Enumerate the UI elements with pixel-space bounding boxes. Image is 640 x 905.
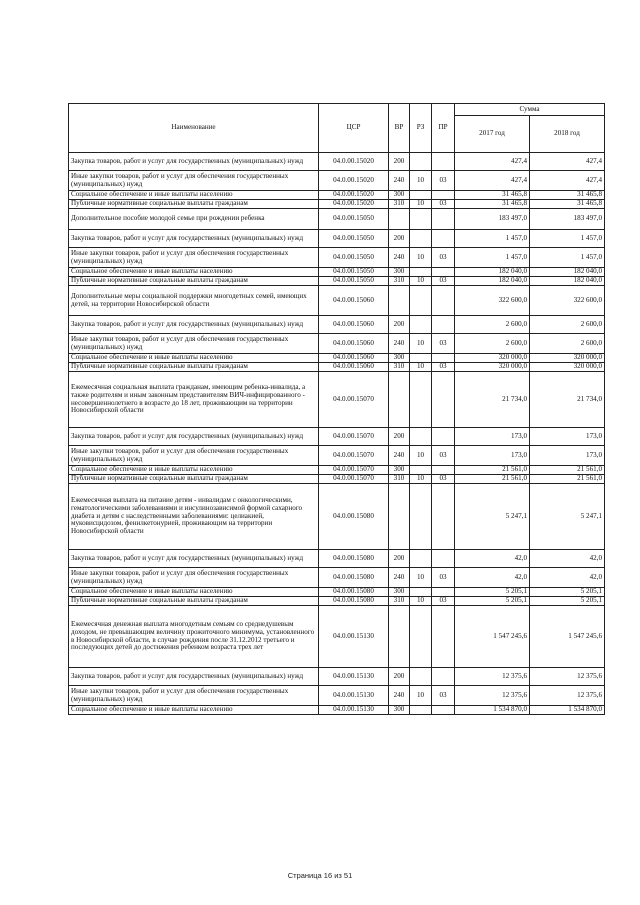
row-sum-2018: 1 547 245,6: [530, 606, 605, 668]
row-name: Дополнительные меры социальной поддержки многодетных семей, имеющих детей, на территории Новосибирской области: [69, 286, 319, 316]
row-sum-2017: 5 205,1: [455, 597, 530, 606]
row-name: Иные закупки товаров, работ и услуг для обеспечения государственных (муниципальных) нужд: [69, 334, 319, 354]
row-pr: [432, 668, 455, 686]
header-pr: ПР: [432, 104, 455, 153]
row-sum-2017: 21 561,0: [455, 466, 530, 475]
row-sum-2018: 1 457,0: [530, 230, 605, 248]
row-pr: [432, 191, 455, 200]
row-code: 04.0.00.15070: [319, 466, 389, 475]
header-vr: ВР: [389, 104, 410, 153]
row-vr: [389, 372, 410, 428]
table-row: [69, 550, 605, 568]
table-row: [69, 209, 605, 230]
row-sum-2018: 427,4: [530, 171, 605, 191]
row-vr: [389, 484, 410, 550]
row-pr: [432, 428, 455, 446]
row-vr: 240: [389, 686, 410, 706]
row-code: 04.0.00.15080: [319, 550, 389, 568]
table-row: [69, 568, 605, 588]
row-sum-2017: 12 375,6: [455, 668, 530, 686]
row-rz: [410, 668, 432, 686]
row-vr: 240: [389, 171, 410, 191]
row-sum-2018: 5 205,1: [530, 588, 605, 597]
row-sum-2017: 1 457,0: [455, 248, 530, 268]
row-name: Закупка товаров, работ и услуг для государственных (муниципальных) нужд: [69, 153, 319, 171]
row-rz: 10: [410, 597, 432, 606]
header-name: Наименование: [69, 104, 319, 153]
table-row: [69, 200, 605, 209]
row-rz: 10: [410, 200, 432, 209]
table-row: [69, 316, 605, 334]
table-row: [69, 588, 605, 597]
row-name: Дополнительное пособие молодой семье при рождении ребенка: [69, 209, 319, 230]
row-rz: [410, 428, 432, 446]
row-code: 04.0.00.15130: [319, 606, 389, 668]
row-vr: 300: [389, 268, 410, 277]
row-sum-2017: 42,0: [455, 568, 530, 588]
row-code: 04.0.00.15080: [319, 568, 389, 588]
row-vr: 310: [389, 277, 410, 286]
header-csr: ЦСР: [319, 104, 389, 153]
row-pr: [432, 466, 455, 475]
row-vr: [389, 606, 410, 668]
row-pr: [432, 354, 455, 363]
row-name: Ежемесячная денежная выплата многодетным семьям со среднедушевым доходом, не превышающим величину прожиточного минимума, установленного в Новосибирской области, в случае рождения после 31.12.2012 третьего и последующих детей до достижения ребенком возраста трех лет: [69, 606, 319, 668]
row-rz: [410, 706, 432, 715]
row-rz: 10: [410, 363, 432, 372]
page-number: Страница 16 из 51: [287, 871, 353, 880]
row-code: 04.0.00.15060: [319, 363, 389, 372]
row-code: 04.0.00.15050: [319, 230, 389, 248]
row-code: 04.0.00.15020: [319, 191, 389, 200]
row-sum-2018: 427,4: [530, 153, 605, 171]
header-sum: Сумма: [455, 104, 605, 116]
row-code: 04.0.00.15060: [319, 334, 389, 354]
row-pr: 03: [432, 597, 455, 606]
row-name: Иные закупки товаров, работ и услуг для обеспечения государственных (муниципальных) нужд: [69, 568, 319, 588]
row-sum-2017: 31 465,8: [455, 200, 530, 209]
row-code: 04.0.00.15020: [319, 153, 389, 171]
row-name: Закупка товаров, работ и услуг для государственных (муниципальных) нужд: [69, 428, 319, 446]
row-pr: 03: [432, 248, 455, 268]
header-year-2018: 2018 год: [530, 116, 605, 153]
row-name: Социальное обеспечение и иные выплаты населению: [69, 268, 319, 277]
table-row: [69, 191, 605, 200]
table-row: [69, 597, 605, 606]
row-sum-2017: 182 040,0: [455, 277, 530, 286]
row-sum-2017: 322 600,0: [455, 286, 530, 316]
row-name: Иные закупки товаров, работ и услуг для обеспечения государственных (муниципальных) нужд: [69, 446, 319, 466]
row-sum-2018: 320 000,0: [530, 363, 605, 372]
table-header: [69, 104, 605, 153]
row-code: 04.0.00.15080: [319, 588, 389, 597]
row-code: 04.0.00.15050: [319, 277, 389, 286]
table-row: [69, 484, 605, 550]
table-body: [69, 153, 605, 715]
row-pr: [432, 550, 455, 568]
row-sum-2018: 173,0: [530, 428, 605, 446]
row-sum-2017: 320 000,0: [455, 354, 530, 363]
row-sum-2017: 183 497,0: [455, 209, 530, 230]
row-pr: [432, 316, 455, 334]
row-code: 04.0.00.15020: [319, 200, 389, 209]
row-code: 04.0.00.15060: [319, 354, 389, 363]
row-vr: 200: [389, 668, 410, 686]
row-pr: 03: [432, 200, 455, 209]
row-rz: [410, 316, 432, 334]
table-row: [69, 372, 605, 428]
row-vr: 300: [389, 466, 410, 475]
row-sum-2017: 2 600,0: [455, 334, 530, 354]
row-rz: [410, 354, 432, 363]
row-rz: [410, 230, 432, 248]
row-name: Ежемесячная социальная выплата гражданам, имеющим ребенка-инвалида, а также родителям и иным законным представителям ВИЧ-инфицированного - несовершеннолетнего в возрасте до 18 лет, проживающим на территории Новосибирской области: [69, 372, 319, 428]
row-code: 04.0.00.15050: [319, 268, 389, 277]
row-pr: 03: [432, 334, 455, 354]
row-code: 04.0.00.15050: [319, 209, 389, 230]
row-sum-2018: 1 457,0: [530, 248, 605, 268]
row-sum-2017: 182 040,0: [455, 268, 530, 277]
row-sum-2017: 427,4: [455, 153, 530, 171]
row-sum-2018: 2 600,0: [530, 334, 605, 354]
row-sum-2018: 31 465,8: [530, 200, 605, 209]
row-sum-2017: 21 561,0: [455, 475, 530, 484]
table-row: [69, 668, 605, 686]
row-pr: [432, 588, 455, 597]
row-name: Публичные нормативные социальные выплаты гражданам: [69, 200, 319, 209]
header-rz: РЗ: [410, 104, 432, 153]
row-sum-2017: 42,0: [455, 550, 530, 568]
row-sum-2018: 5 247,1: [530, 484, 605, 550]
row-vr: 310: [389, 475, 410, 484]
row-vr: 300: [389, 588, 410, 597]
row-rz: 10: [410, 277, 432, 286]
row-code: 04.0.00.15080: [319, 597, 389, 606]
row-rz: [410, 606, 432, 668]
row-sum-2018: 173,0: [530, 446, 605, 466]
row-pr: [432, 230, 455, 248]
row-vr: 310: [389, 597, 410, 606]
row-name: Социальное обеспечение и иные выплаты населению: [69, 354, 319, 363]
row-sum-2017: 31 465,8: [455, 191, 530, 200]
row-code: 04.0.00.15060: [319, 286, 389, 316]
row-vr: 240: [389, 248, 410, 268]
row-code: 04.0.00.15080: [319, 484, 389, 550]
row-sum-2018: 12 375,6: [530, 686, 605, 706]
row-name: Закупка товаров, работ и услуг для государственных (муниципальных) нужд: [69, 550, 319, 568]
row-sum-2018: 21 561,0: [530, 466, 605, 475]
table-row: [69, 230, 605, 248]
table-row: [69, 268, 605, 277]
row-vr: 200: [389, 153, 410, 171]
table-row: [69, 475, 605, 484]
row-pr: [432, 372, 455, 428]
row-vr: 240: [389, 446, 410, 466]
row-vr: 200: [389, 316, 410, 334]
table-row: [69, 153, 605, 171]
row-pr: 03: [432, 475, 455, 484]
row-vr: 240: [389, 334, 410, 354]
row-vr: 310: [389, 200, 410, 209]
row-code: 04.0.00.15070: [319, 475, 389, 484]
row-name: Иные закупки товаров, работ и услуг для обеспечения государственных (муниципальных) нужд: [69, 248, 319, 268]
row-sum-2017: 21 734,0: [455, 372, 530, 428]
row-pr: [432, 706, 455, 715]
row-pr: [432, 606, 455, 668]
table-row: [69, 171, 605, 191]
row-vr: 200: [389, 428, 410, 446]
row-code: 04.0.00.15070: [319, 446, 389, 466]
table-row: [69, 706, 605, 715]
row-code: 04.0.00.15130: [319, 668, 389, 686]
row-sum-2017: 1 547 245,6: [455, 606, 530, 668]
row-vr: 240: [389, 568, 410, 588]
row-rz: [410, 466, 432, 475]
table-row: [69, 334, 605, 354]
row-sum-2018: 182 040,0: [530, 277, 605, 286]
row-sum-2018: 183 497,0: [530, 209, 605, 230]
row-vr: 200: [389, 550, 410, 568]
row-sum-2018: 21 561,0: [530, 475, 605, 484]
row-name: Закупка товаров, работ и услуг для государственных (муниципальных) нужд: [69, 316, 319, 334]
row-sum-2018: 42,0: [530, 550, 605, 568]
table-row: [69, 686, 605, 706]
row-rz: [410, 268, 432, 277]
row-code: 04.0.00.15020: [319, 171, 389, 191]
row-code: 04.0.00.15130: [319, 686, 389, 706]
row-rz: 10: [410, 475, 432, 484]
row-pr: [432, 286, 455, 316]
row-name: Иные закупки товаров, работ и услуг для обеспечения государственных (муниципальных) нужд: [69, 686, 319, 706]
table-row: [69, 354, 605, 363]
row-sum-2018: 12 375,6: [530, 668, 605, 686]
table-row: [69, 606, 605, 668]
row-name: Публичные нормативные социальные выплаты гражданам: [69, 277, 319, 286]
row-sum-2018: 320 000,0: [530, 354, 605, 363]
row-pr: [432, 484, 455, 550]
row-name: Публичные нормативные социальные выплаты гражданам: [69, 363, 319, 372]
row-code: 04.0.00.15070: [319, 428, 389, 446]
row-name: Публичные нормативные социальные выплаты гражданам: [69, 475, 319, 484]
row-rz: 10: [410, 171, 432, 191]
row-name: Социальное обеспечение и иные выплаты населению: [69, 191, 319, 200]
row-sum-2017: 2 600,0: [455, 316, 530, 334]
row-sum-2018: 42,0: [530, 568, 605, 588]
row-vr: 300: [389, 706, 410, 715]
row-name: Социальное обеспечение и иные выплаты населению: [69, 706, 319, 715]
row-rz: 10: [410, 686, 432, 706]
row-pr: 03: [432, 363, 455, 372]
row-name: Публичные нормативные социальные выплаты гражданам: [69, 597, 319, 606]
row-vr: 300: [389, 354, 410, 363]
row-vr: [389, 286, 410, 316]
row-vr: 200: [389, 230, 410, 248]
row-pr: [432, 268, 455, 277]
row-code: 04.0.00.15130: [319, 706, 389, 715]
row-rz: [410, 588, 432, 597]
row-pr: 03: [432, 568, 455, 588]
row-sum-2017: 5 205,1: [455, 588, 530, 597]
row-vr: 300: [389, 191, 410, 200]
row-sum-2017: 12 375,6: [455, 686, 530, 706]
row-sum-2017: 320 000,0: [455, 363, 530, 372]
table-row: [69, 248, 605, 268]
row-sum-2018: 31 465,8: [530, 191, 605, 200]
row-vr: 310: [389, 363, 410, 372]
row-sum-2018: 322 600,0: [530, 286, 605, 316]
row-name: Социальное обеспечение и иные выплаты населению: [69, 466, 319, 475]
row-pr: 03: [432, 277, 455, 286]
row-sum-2018: 21 734,0: [530, 372, 605, 428]
row-rz: [410, 484, 432, 550]
table-row: [69, 428, 605, 446]
row-vr: [389, 209, 410, 230]
row-code: 04.0.00.15070: [319, 372, 389, 428]
table-row: [69, 466, 605, 475]
row-rz: [410, 550, 432, 568]
row-rz: [410, 153, 432, 171]
row-rz: 10: [410, 334, 432, 354]
row-sum-2017: 5 247,1: [455, 484, 530, 550]
row-sum-2018: 182 040,0: [530, 268, 605, 277]
row-rz: [410, 372, 432, 428]
row-sum-2017: 1 457,0: [455, 230, 530, 248]
row-pr: [432, 209, 455, 230]
row-rz: 10: [410, 446, 432, 466]
row-rz: [410, 191, 432, 200]
row-sum-2017: 427,4: [455, 171, 530, 191]
header-year-2017: 2017 год: [455, 116, 530, 153]
row-rz: [410, 286, 432, 316]
row-code: 04.0.00.15050: [319, 248, 389, 268]
row-sum-2018: 2 600,0: [530, 316, 605, 334]
row-name: Закупка товаров, работ и услуг для государственных (муниципальных) нужд: [69, 668, 319, 686]
row-pr: 03: [432, 446, 455, 466]
row-rz: 10: [410, 248, 432, 268]
row-pr: 03: [432, 686, 455, 706]
table-row: [69, 277, 605, 286]
row-name: Иные закупки товаров, работ и услуг для обеспечения государственных (муниципальных) нужд: [69, 171, 319, 191]
row-sum-2017: 173,0: [455, 428, 530, 446]
row-name: Закупка товаров, работ и услуг для государственных (муниципальных) нужд: [69, 230, 319, 248]
row-pr: [432, 153, 455, 171]
row-name: Ежемесячная выплата на питание детям - инвалидам с онкологическими, гематологическими заболеваниями и инсулинозависимой формой сахарного диабета и детям с наследственными заболеваниями: целиакией, муковисцидозом, фенилкетонурией, проживающим на территории Новосибирской области: [69, 484, 319, 550]
table-row: [69, 363, 605, 372]
row-sum-2017: 1 534 870,0: [455, 706, 530, 715]
row-sum-2017: 173,0: [455, 446, 530, 466]
row-pr: 03: [432, 171, 455, 191]
budget-table: [68, 103, 605, 715]
row-rz: [410, 209, 432, 230]
row-code: 04.0.00.15060: [319, 316, 389, 334]
row-name: Социальное обеспечение и иные выплаты населению: [69, 588, 319, 597]
row-rz: 10: [410, 568, 432, 588]
row-sum-2018: 1 534 870,0: [530, 706, 605, 715]
row-sum-2018: 5 205,1: [530, 597, 605, 606]
table-row: [69, 286, 605, 316]
table-row: [69, 446, 605, 466]
